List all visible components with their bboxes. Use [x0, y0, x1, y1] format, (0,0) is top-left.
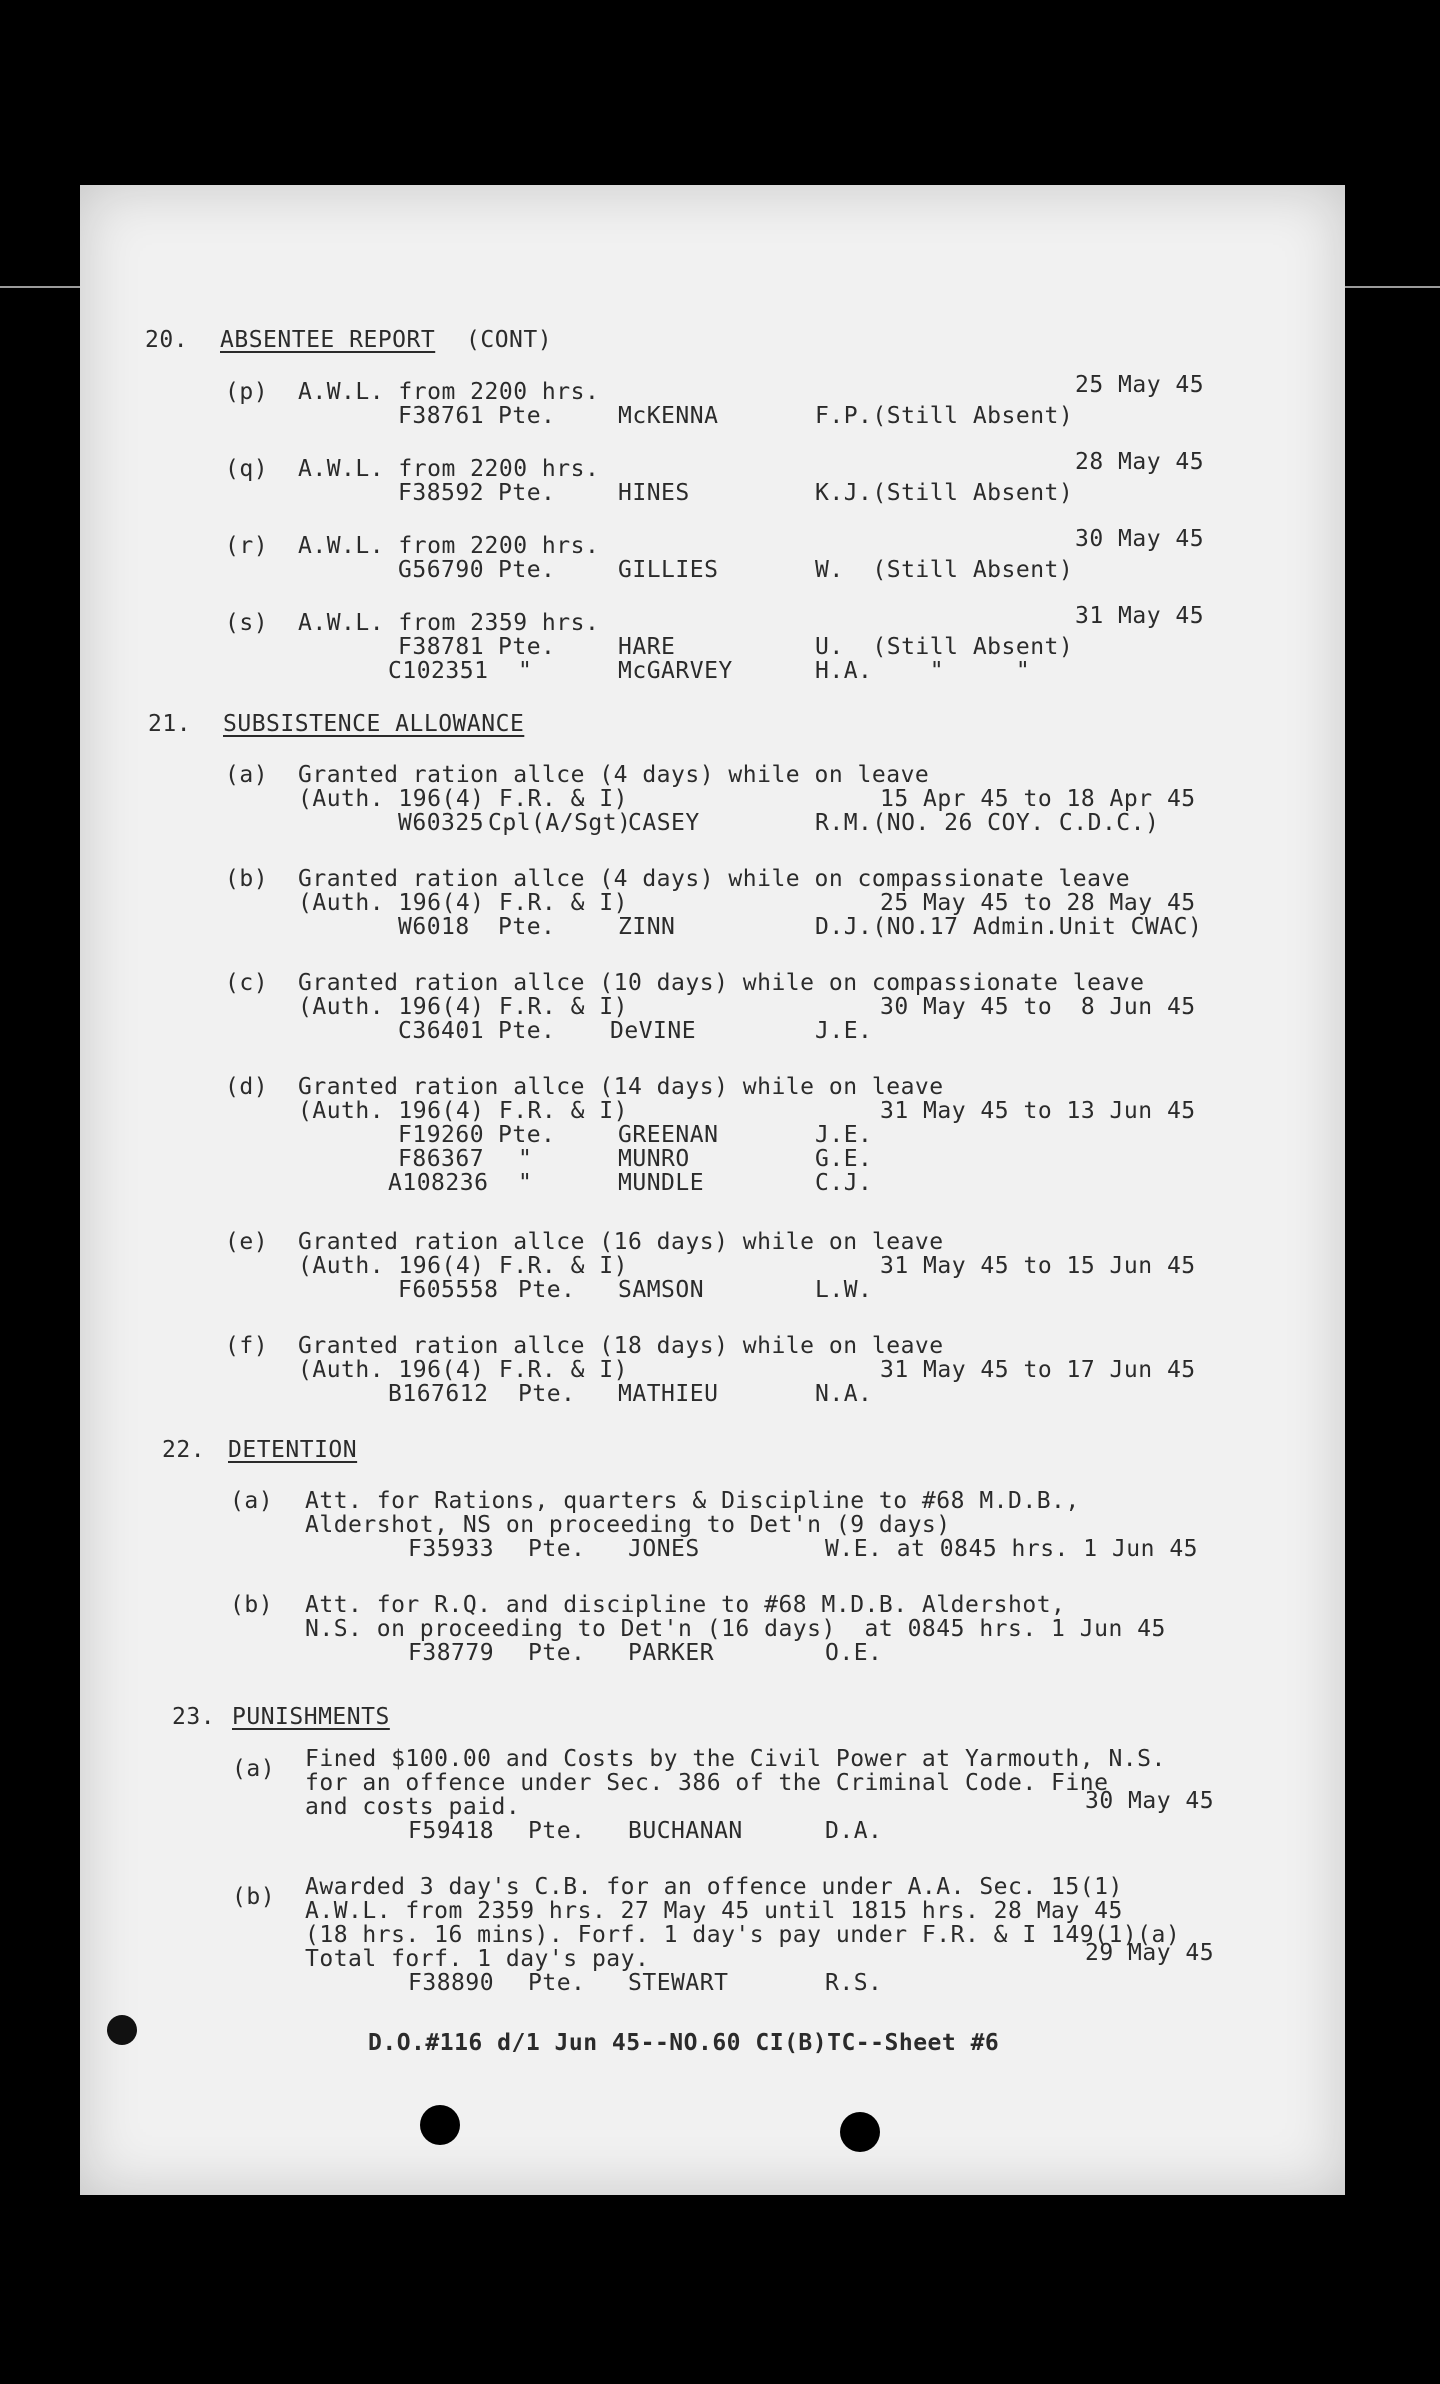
reg-number: F38592 [398, 480, 485, 506]
rank: Pte. [498, 557, 556, 583]
surname: MUNDLE [618, 1170, 705, 1196]
entry-letter: (a) [232, 1756, 276, 1782]
authority: (Auth. 196(4) F.R. & I) [298, 786, 628, 812]
entry-letter: (d) [225, 1074, 269, 1100]
section-20-title: ABSENTEE REPORT [220, 327, 436, 353]
section-21-title: SUBSISTENCE ALLOWANCE [223, 711, 525, 737]
entry-letter: (b) [225, 866, 269, 892]
surname: McGARVEY [618, 658, 733, 684]
document-page [80, 185, 1345, 2195]
entry-letter: (r) [225, 533, 269, 559]
surname: CASEY [628, 810, 700, 836]
authority: (Auth. 196(4) F.R. & I) [298, 994, 628, 1020]
reg-number: G56790 [398, 557, 485, 583]
entry-text: A.W.L. from 2359 hrs. [298, 610, 600, 636]
entry-letter: (a) [225, 762, 269, 788]
surname: BUCHANAN [628, 1818, 743, 1844]
initials: H.A. " " [815, 658, 1031, 684]
entry-text: Granted ration allce (16 days) while on leave [298, 1229, 944, 1255]
entry-text: Granted ration allce (4 days) while on compassionate leave [298, 866, 1131, 892]
rank: Cpl(A/Sgt) [488, 810, 632, 836]
reg-number: B167612 [388, 1381, 489, 1407]
reg-number: F59418 [408, 1818, 495, 1844]
rank: " [518, 658, 533, 684]
rank: Pte. [498, 634, 556, 660]
rank: Pte. [528, 1818, 586, 1844]
entry-letter: (p) [225, 379, 269, 405]
entry-text: A.W.L. from 2200 hrs. [298, 456, 600, 482]
surname: MATHIEU [618, 1381, 719, 1407]
period: 25 May 45 to 28 May 45 [880, 890, 1196, 916]
initials: R.M.(NO. 26 COY. C.D.C.) [815, 810, 1160, 836]
entry-date: 31 May 45 [1075, 603, 1205, 629]
entry-text: Granted ration allce (4 days) while on leave [298, 762, 930, 788]
rank: Pte. [498, 480, 556, 506]
entry-date: 28 May 45 [1075, 449, 1205, 475]
surname: HARE [618, 634, 676, 660]
entry-text: A.W.L. from 2200 hrs. [298, 533, 600, 559]
period: 15 Apr 45 to 18 Apr 45 [880, 786, 1196, 812]
entry-text: Awarded 3 day's C.B. for an offence under A.A. Sec. 15(1) [305, 1874, 1123, 1900]
entry-text: and costs paid. [305, 1794, 521, 1820]
authority: (Auth. 196(4) F.R. & I) [298, 1357, 628, 1383]
entry-date: 30 May 45 [1085, 1788, 1215, 1814]
entry-text: (18 hrs. 16 mins). Forf. 1 day's pay under F.R. & I 149(1)(a) [305, 1922, 1181, 1948]
section-21-number: 21. [148, 711, 192, 737]
surname: GREENAN [618, 1122, 719, 1148]
period: 31 May 45 to 17 Jun 45 [880, 1357, 1196, 1383]
entry-date: 29 May 45 [1085, 1940, 1215, 1966]
surname: JONES [628, 1536, 700, 1562]
rank: Pte. [498, 403, 556, 429]
entry-text: Granted ration allce (18 days) while on leave [298, 1333, 944, 1359]
entry-date: 30 May 45 [1075, 526, 1205, 552]
section-23-number: 23. [172, 1704, 216, 1730]
reg-number: C102351 [388, 658, 489, 684]
entry-text: Fined $100.00 and Costs by the Civil Power at Yarmouth, N.S. [305, 1746, 1166, 1772]
rank: " [518, 1170, 533, 1196]
initials: N.A. [815, 1381, 873, 1407]
surname: McKENNA [618, 403, 719, 429]
initials: L.W. [815, 1277, 873, 1303]
rank: Pte. [528, 1640, 586, 1666]
rank: Pte. [518, 1277, 576, 1303]
surname: PARKER [628, 1640, 715, 1666]
entry-text: A.W.L. from 2200 hrs. [298, 379, 600, 405]
initials: O.E. [825, 1640, 883, 1666]
reg-number: F38890 [408, 1970, 495, 1996]
entry-letter: (s) [225, 610, 269, 636]
punch-hole [420, 2105, 460, 2145]
initials: J.E. [815, 1018, 873, 1044]
surname: HINES [618, 480, 690, 506]
section-22-title: DETENTION [228, 1437, 358, 1463]
initials: W. (Still Absent) [815, 557, 1074, 583]
footer-reference: D.O.#116 d/1 Jun 45--NO.60 CI(B)TC--Sheet #6 [368, 2030, 1000, 2056]
reg-number: F19260 [398, 1122, 485, 1148]
reg-number: F35933 [408, 1536, 495, 1562]
section-20-number: 20. [145, 327, 189, 353]
initials: D.J.(NO.17 Admin.Unit CWAC) [815, 914, 1203, 940]
rank: Pte. [528, 1536, 586, 1562]
surname: ZINN [618, 914, 676, 940]
entry-text: Att. for R.Q. and discipline to #68 M.D.B. Aldershot, [305, 1592, 1066, 1618]
section-20-title-suffix: (CONT) [466, 327, 553, 353]
initials: G.E. [815, 1146, 873, 1172]
reg-number: F38781 [398, 634, 485, 660]
entry-letter: (a) [230, 1488, 274, 1514]
initials: W.E. at 0845 hrs. 1 Jun 45 [825, 1536, 1199, 1562]
authority: (Auth. 196(4) F.R. & I) [298, 1253, 628, 1279]
rank: Pte. [518, 1381, 576, 1407]
surname: STEWART [628, 1970, 729, 1996]
initials: F.P.(Still Absent) [815, 403, 1074, 429]
entry-text: Aldershot, NS on proceeding to Det'n (9 days) [305, 1512, 951, 1538]
period: 31 May 45 to 15 Jun 45 [880, 1253, 1196, 1279]
entry-text: N.S. on proceeding to Det'n (16 days) at 0845 hrs. 1 Jun 45 [305, 1616, 1166, 1642]
section-23-title: PUNISHMENTS [232, 1704, 390, 1730]
entry-text: Total forf. 1 day's pay. [305, 1946, 650, 1972]
entry-text: Granted ration allce (10 days) while on compassionate leave [298, 970, 1145, 996]
entry-text: for an offence under Sec. 386 of the Criminal Code. Fine [305, 1770, 1109, 1796]
rank: Pte. [498, 1122, 556, 1148]
surname: SAMSON [618, 1277, 705, 1303]
initials: R.S. [825, 1970, 883, 1996]
entry-letter: (e) [225, 1229, 269, 1255]
rank: " [518, 1146, 533, 1172]
surname: DeVINE [610, 1018, 697, 1044]
entry-letter: (q) [225, 456, 269, 482]
punch-hole [107, 2015, 137, 2045]
entry-letter: (b) [232, 1884, 276, 1910]
entry-date: 25 May 45 [1075, 372, 1205, 398]
period: 31 May 45 to 13 Jun 45 [880, 1098, 1196, 1124]
entry-letter: (b) [230, 1592, 274, 1618]
initials: K.J.(Still Absent) [815, 480, 1074, 506]
entry-text: A.W.L. from 2359 hrs. 27 May 45 until 1815 hrs. 28 May 45 [305, 1898, 1123, 1924]
rank: Pte. [498, 1018, 556, 1044]
punch-hole [840, 2112, 880, 2152]
reg-number: W6018 [398, 914, 470, 940]
initials: C.J. [815, 1170, 873, 1196]
reg-number: F86367 [398, 1146, 485, 1172]
rank: Pte. [528, 1970, 586, 1996]
initials: D.A. [825, 1818, 883, 1844]
entry-letter: (f) [225, 1333, 269, 1359]
entry-text: Att. for Rations, quarters & Discipline to #68 M.D.B., [305, 1488, 1080, 1514]
entry-letter: (c) [225, 970, 269, 996]
reg-number: C36401 [398, 1018, 485, 1044]
surname: MUNRO [618, 1146, 690, 1172]
rank: Pte. [498, 914, 556, 940]
surname: GILLIES [618, 557, 719, 583]
authority: (Auth. 196(4) F.R. & I) [298, 1098, 628, 1124]
reg-number: A108236 [388, 1170, 489, 1196]
initials: U. (Still Absent) [815, 634, 1074, 660]
entry-text: Granted ration allce (14 days) while on leave [298, 1074, 944, 1100]
reg-number: F38761 [398, 403, 485, 429]
period: 30 May 45 to 8 Jun 45 [880, 994, 1196, 1020]
reg-number: W60325 [398, 810, 485, 836]
section-22-number: 22. [162, 1437, 206, 1463]
initials: J.E. [815, 1122, 873, 1148]
reg-number: F605558 [398, 1277, 499, 1303]
authority: (Auth. 196(4) F.R. & I) [298, 890, 628, 916]
reg-number: F38779 [408, 1640, 495, 1666]
